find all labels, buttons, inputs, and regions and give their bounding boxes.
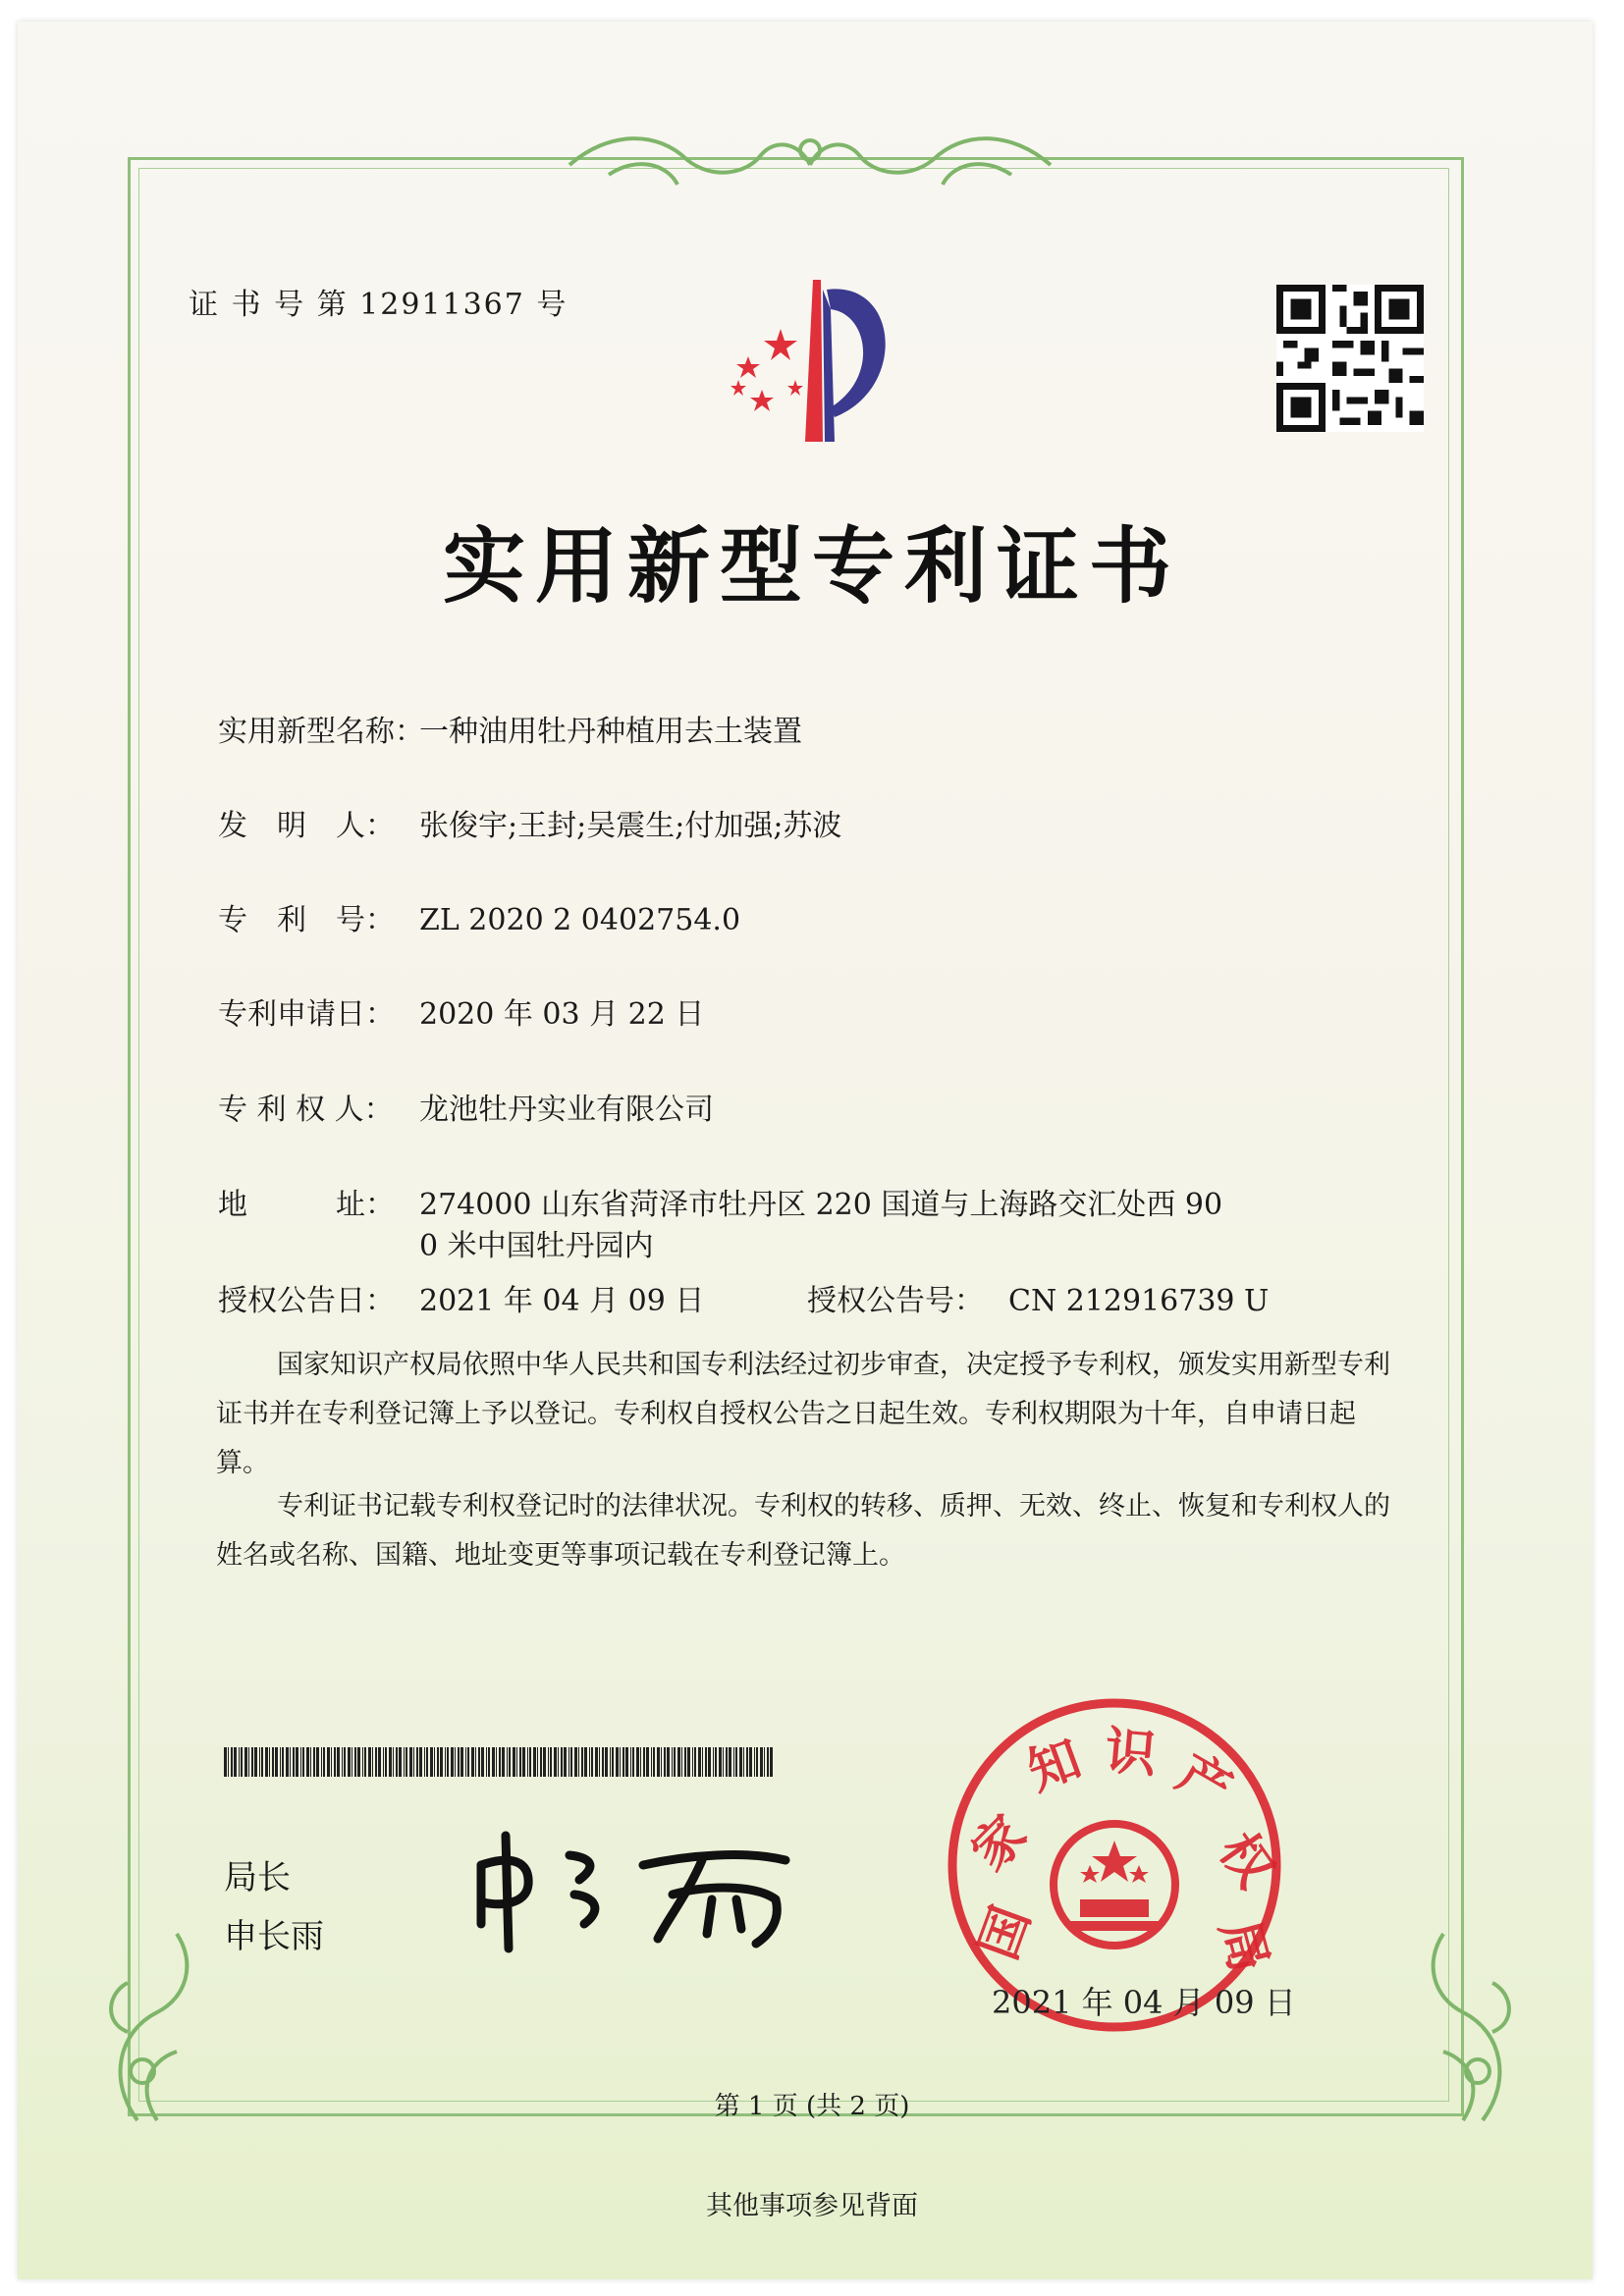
field-address: [218, 1180, 1222, 1223]
svg-text:国: 国: [968, 1898, 1043, 1967]
qr-code: [1276, 285, 1424, 432]
footer-note: 其他事项参见背面: [706, 2191, 918, 2221]
field-label: 发 明 人：: [218, 809, 395, 843]
field-value: 0 米中国牡丹园内: [419, 1229, 654, 1263]
field-value: 2021 年 04 月 09 日: [419, 1284, 705, 1318]
field-label: 地 址：: [218, 1188, 395, 1222]
field-value: 一种油用牡丹种植用去土装置: [419, 715, 802, 749]
field-label: 专利申请日：: [218, 997, 395, 1032]
field-label: 专 利 号：: [218, 903, 395, 937]
director-name: 申长雨: [224, 1917, 324, 1956]
statement-paragraph: 专利证书记载专利权登记时的法律状况。专利权的转移、质押、无效、终止、恢复和专利权人的姓名或名称、国籍、地址变更等事项记载在专利登记簿上。: [216, 1491, 1390, 1571]
field-address-continuation: [419, 1221, 654, 1264]
field-filing-date: [218, 989, 704, 1033]
top-ornament: [550, 126, 1070, 194]
svg-text:识: 识: [1102, 1721, 1160, 1786]
svg-text:家: 家: [960, 1804, 1039, 1883]
patent-office-logo: [687, 270, 923, 447]
field-value: 龙池牡丹实业有限公司: [419, 1093, 714, 1127]
svg-text:产: 产: [1166, 1743, 1242, 1821]
field-label: 实用新型名称：: [218, 715, 424, 749]
field-value: 274000 山东省菏泽市牡丹区 220 国道与上海路交汇处西 90: [419, 1188, 1223, 1222]
seal-date: 2021 年 04 月 09 日: [992, 1984, 1296, 2021]
barcode: [224, 1747, 779, 1777]
statement-paragraph: 国家知识产权局依照中华人民共和国专利法经过初步审查，决定授予专利权，颁发实用新型专利证书并在专利登记簿上予以登记。专利权自授权公告之日起生效。专利权期限为十年，自申请日起算。: [216, 1350, 1390, 1478]
field-value: 2020 年 03 月 22 日: [419, 997, 705, 1032]
svg-text:局: 局: [1208, 1913, 1279, 1979]
field-patentee: [218, 1085, 714, 1128]
field-inventors: [218, 801, 841, 844]
director-signature: [461, 1826, 815, 1953]
field-label: 授权公告号：: [807, 1284, 984, 1318]
field-label: 授权公告日：: [218, 1284, 395, 1318]
field-grant-number: [807, 1276, 1269, 1319]
certificate-title: 实用新型专利证书: [442, 518, 1181, 614]
director-title: 局长: [224, 1858, 291, 1897]
field-label: 专 利 权 人：: [218, 1093, 394, 1127]
field-patent-number: [218, 895, 740, 938]
certificate-number: 证 书 号 第 12911367 号: [189, 288, 568, 322]
page-number: 第 1 页 (共 2 页): [714, 2092, 910, 2121]
field-value: CN 212916739 U: [1008, 1284, 1270, 1318]
field-utility-model-name: [218, 707, 802, 750]
field-grant-date: [218, 1276, 704, 1319]
field-value: ZL 2020 2 0402754.0: [419, 903, 741, 937]
svg-text:权: 权: [1207, 1822, 1285, 1898]
field-value: 张俊宇;王封;吴震生;付加强;苏波: [419, 809, 842, 843]
svg-text:知: 知: [1020, 1729, 1089, 1803]
